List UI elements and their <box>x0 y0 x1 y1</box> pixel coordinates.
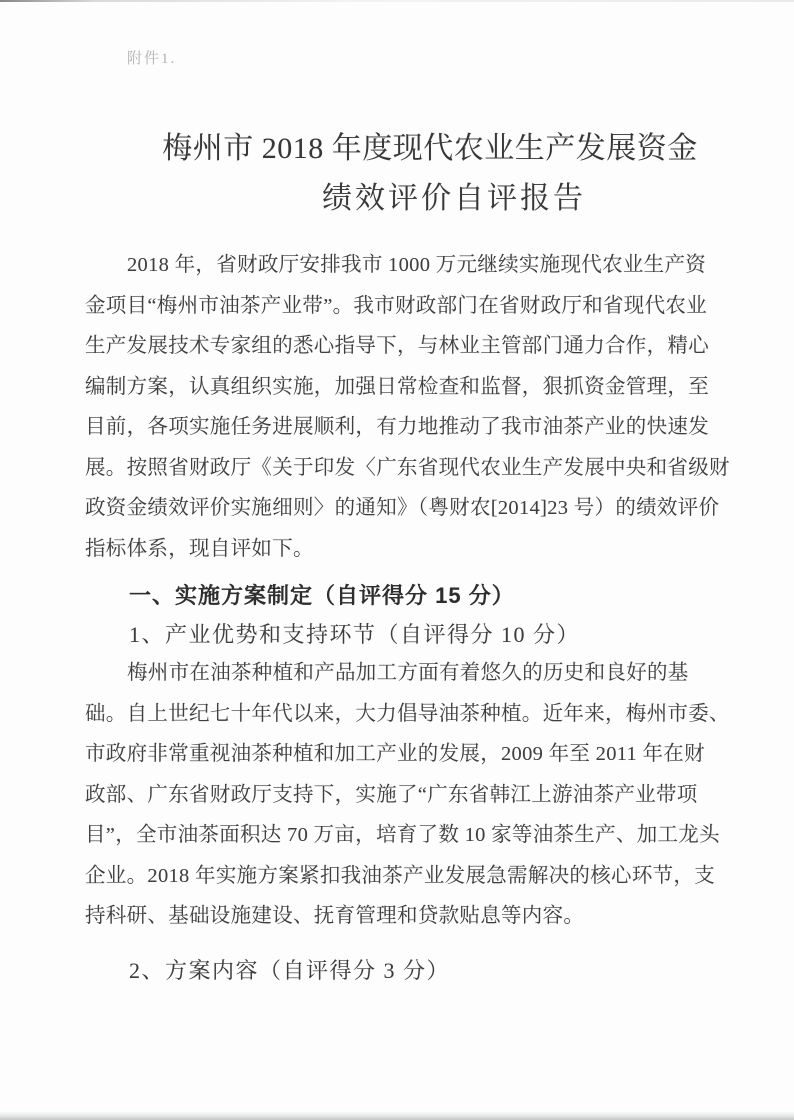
text-line: 编制方案，认真组织实施，加强日常检查和监督，狠抓资金管理，至 <box>85 375 709 398</box>
subsection-heading-2: 2、方案内容（自评得分 3 分） <box>129 958 451 983</box>
subsection-heading-1: 1、产业优势和支持环节（自评得分 10 分） <box>129 622 581 647</box>
text-line: 金项目“梅州市油茶产业带”。我市财政部门在省财政厅和省现代农业 <box>85 294 707 317</box>
text-line: 梅州市在油茶种植和产品加工方面有着悠久的历史和良好的基 <box>127 662 689 684</box>
document-title-line1: 梅州市 2018 年度现代农业生产发展资金 <box>162 132 698 165</box>
text-line: 政资金绩效评价实施细则〉的通知》（粤财农[2014]23 号）的绩效评价 <box>85 497 720 519</box>
text-line: 础。自上世纪七十年代以来，大力倡导油茶种植。近年来，梅州市委、 <box>85 702 730 725</box>
section-heading-1: 一、实施方案制定（自评得分 15 分） <box>129 583 515 608</box>
text-line: 2018 年，省财政厅安排我市 1000 万元继续实施现代农业生产资 <box>127 254 707 276</box>
text-line: 市政府非常重视油茶种植和加工产业的发展，2009 年至 2011 年在财 <box>85 743 705 765</box>
text-line: 政部、广东省财政厅支持下，实施了“广东省韩江上游油茶产业带项 <box>85 783 698 806</box>
scan-artifact-bottom-edge <box>0 1111 794 1120</box>
attachment-label: 附件1. <box>127 51 177 67</box>
text-line: 目前，各项实施任务进展顺利，有力地推动了我市油茶产业的快速发 <box>85 416 709 438</box>
text-line: 持科研、基础设施建设、抚育管理和贷款贴息等内容。 <box>85 905 585 927</box>
text-line: 企业。2018 年实施方案紧扣我油茶产业发展急需解决的核心环节，支 <box>85 864 716 887</box>
text-line: 生产发展技术专家组的悉心指导下，与林业主管部门通力合作，精心 <box>85 335 709 357</box>
scan-artifact-top-edge <box>0 0 794 2</box>
text-line: 指标体系，现自评如下。 <box>85 537 314 560</box>
document-title-line2: 绩效评价自评报告 <box>322 182 586 215</box>
text-line: 展。按照省财政厅《关于印发〈广东省现代农业生产发展中央和省级财 <box>85 456 730 479</box>
paragraph-intro <box>85 245 730 569</box>
text-line: 目”，全市油茶面积达 70 万亩，培育了数 10 家等油茶生产、加工龙头 <box>85 824 720 846</box>
paragraph-industry-advantage <box>85 653 730 937</box>
